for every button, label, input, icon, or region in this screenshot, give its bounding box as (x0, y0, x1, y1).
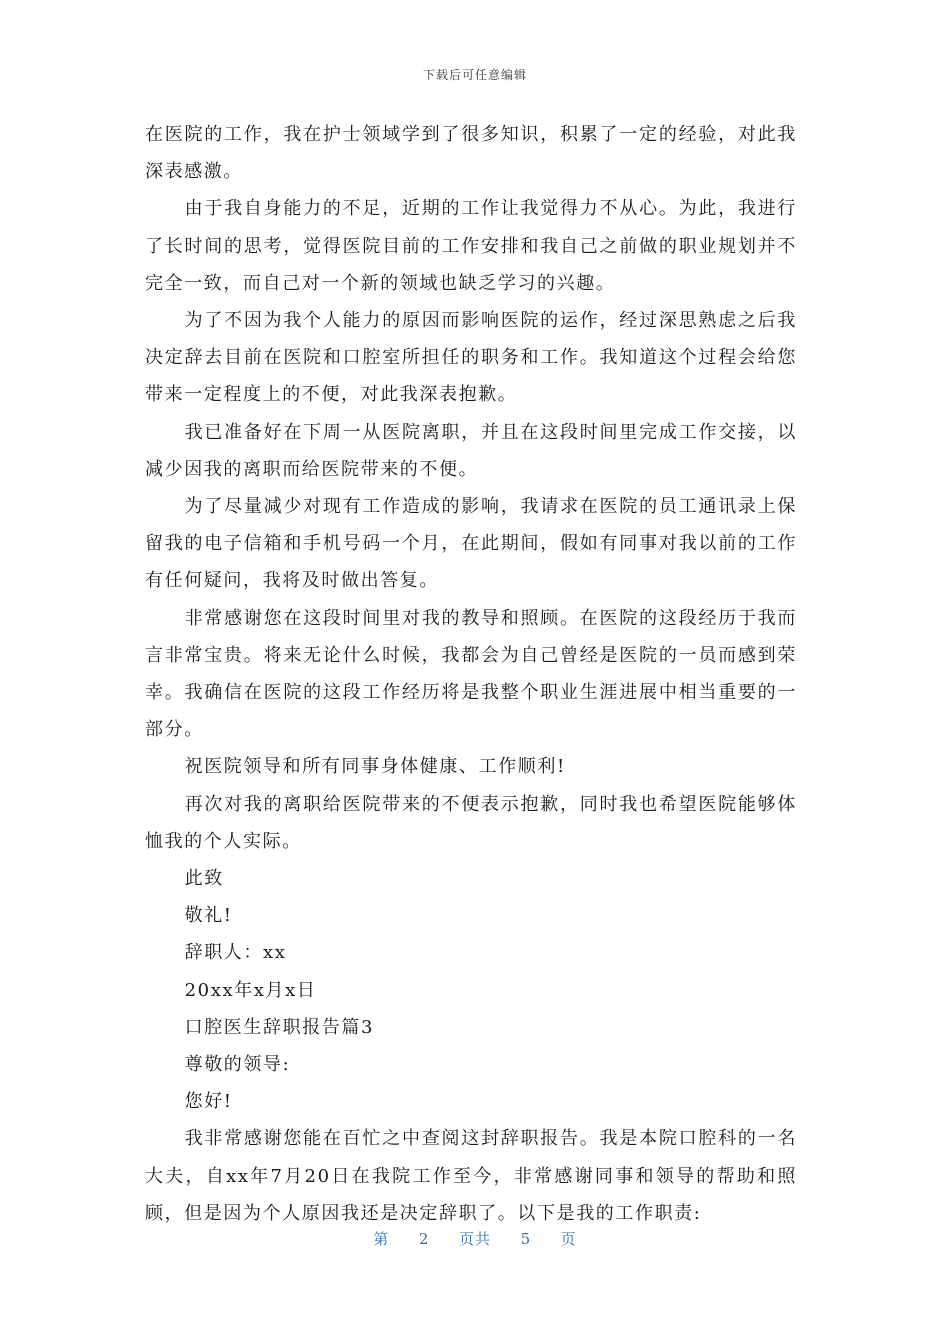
paragraph-7: 祝医院领导和所有同事身体健康、工作顺利! (184, 756, 566, 778)
footer-total-pages: 5 (520, 1230, 532, 1248)
footer-suffix: 页 (560, 1230, 577, 1248)
document-body (145, 116, 797, 1232)
paragraph-6: 非常感谢您在这段时间里对我的教导和照顾。在医院的这段经历于我而言非常宝贵。将来无论什么时候，我都会为自己曾经是医院的一员而感到荣幸。我确信在医院的这段工作经历将是我整个职业生涯进展中相当重要的一部分。 (145, 607, 797, 741)
paragraph-8: 再次对我的离职给医院带来的不便表示抱歉，同时我也希望医院能够体恤我的个人实际。 (145, 793, 797, 852)
paragraph-9: 我非常感谢您能在百忙之中查阅这封辞职报告。我是本院口腔科的一名大夫，自xx年7月20日在我院工作至今，非常感谢同事和领导的帮助和照顾，但是因为个人原因我还是决定辞职了。以下是我的工作职责: (145, 1128, 797, 1224)
paragraph-4: 我已准备好在下周一从医院离职，并且在这段时间里完成工作交接，以减少因我的离职而给医院带来的不便。 (145, 421, 797, 480)
page-header-note: 下载后可任意编辑 (422, 68, 527, 82)
hello-line: 您好! (184, 1091, 233, 1113)
footer-middle: 页共 (458, 1230, 491, 1248)
footer-prefix: 第 (373, 1230, 390, 1248)
page-footer (0, 1228, 950, 1249)
paragraph-2: 由于我自身能力的不足，近期的工作让我觉得力不从心。为此，我进行了长时间的思考，觉得医院目前的工作安排和我自己之前做的职业规划并不完全一致，而自己对一个新的领域也缺乏学习的兴趣。 (145, 198, 797, 294)
paragraph-5: 为了尽量减少对现有工作造成的影响，我请求在医院的员工通讯录上保留我的电子信箱和手机号码一个月，在此期间，假如有同事对我以前的工作有任何疑问，我将及时做出答复。 (145, 496, 797, 592)
greeting-line: 尊敬的领导: (184, 1054, 291, 1076)
paragraph-1: 在医院的工作，我在护士领域学到了很多知识，积累了一定的经验，对此我深表感激。 (145, 124, 797, 183)
paragraph-3: 为了不因为我个人能力的原因而影响医院的运作，经过深思熟虑之后我决定辞去目前在医院和口腔室所担任的职务和工作。我知道这个过程会给您带来一定程度上的不便，对此我深表抱歉。 (145, 310, 797, 406)
footer-current-page: 2 (418, 1230, 430, 1248)
salutation-line: 敬礼! (184, 905, 233, 927)
closing-line: 此致 (184, 868, 224, 890)
section-title: 口腔医生辞职报告篇3 (184, 1016, 375, 1038)
date-line: 20xx年x月x日 (184, 979, 317, 1001)
signer-line: 辞职人：xx (184, 942, 287, 964)
